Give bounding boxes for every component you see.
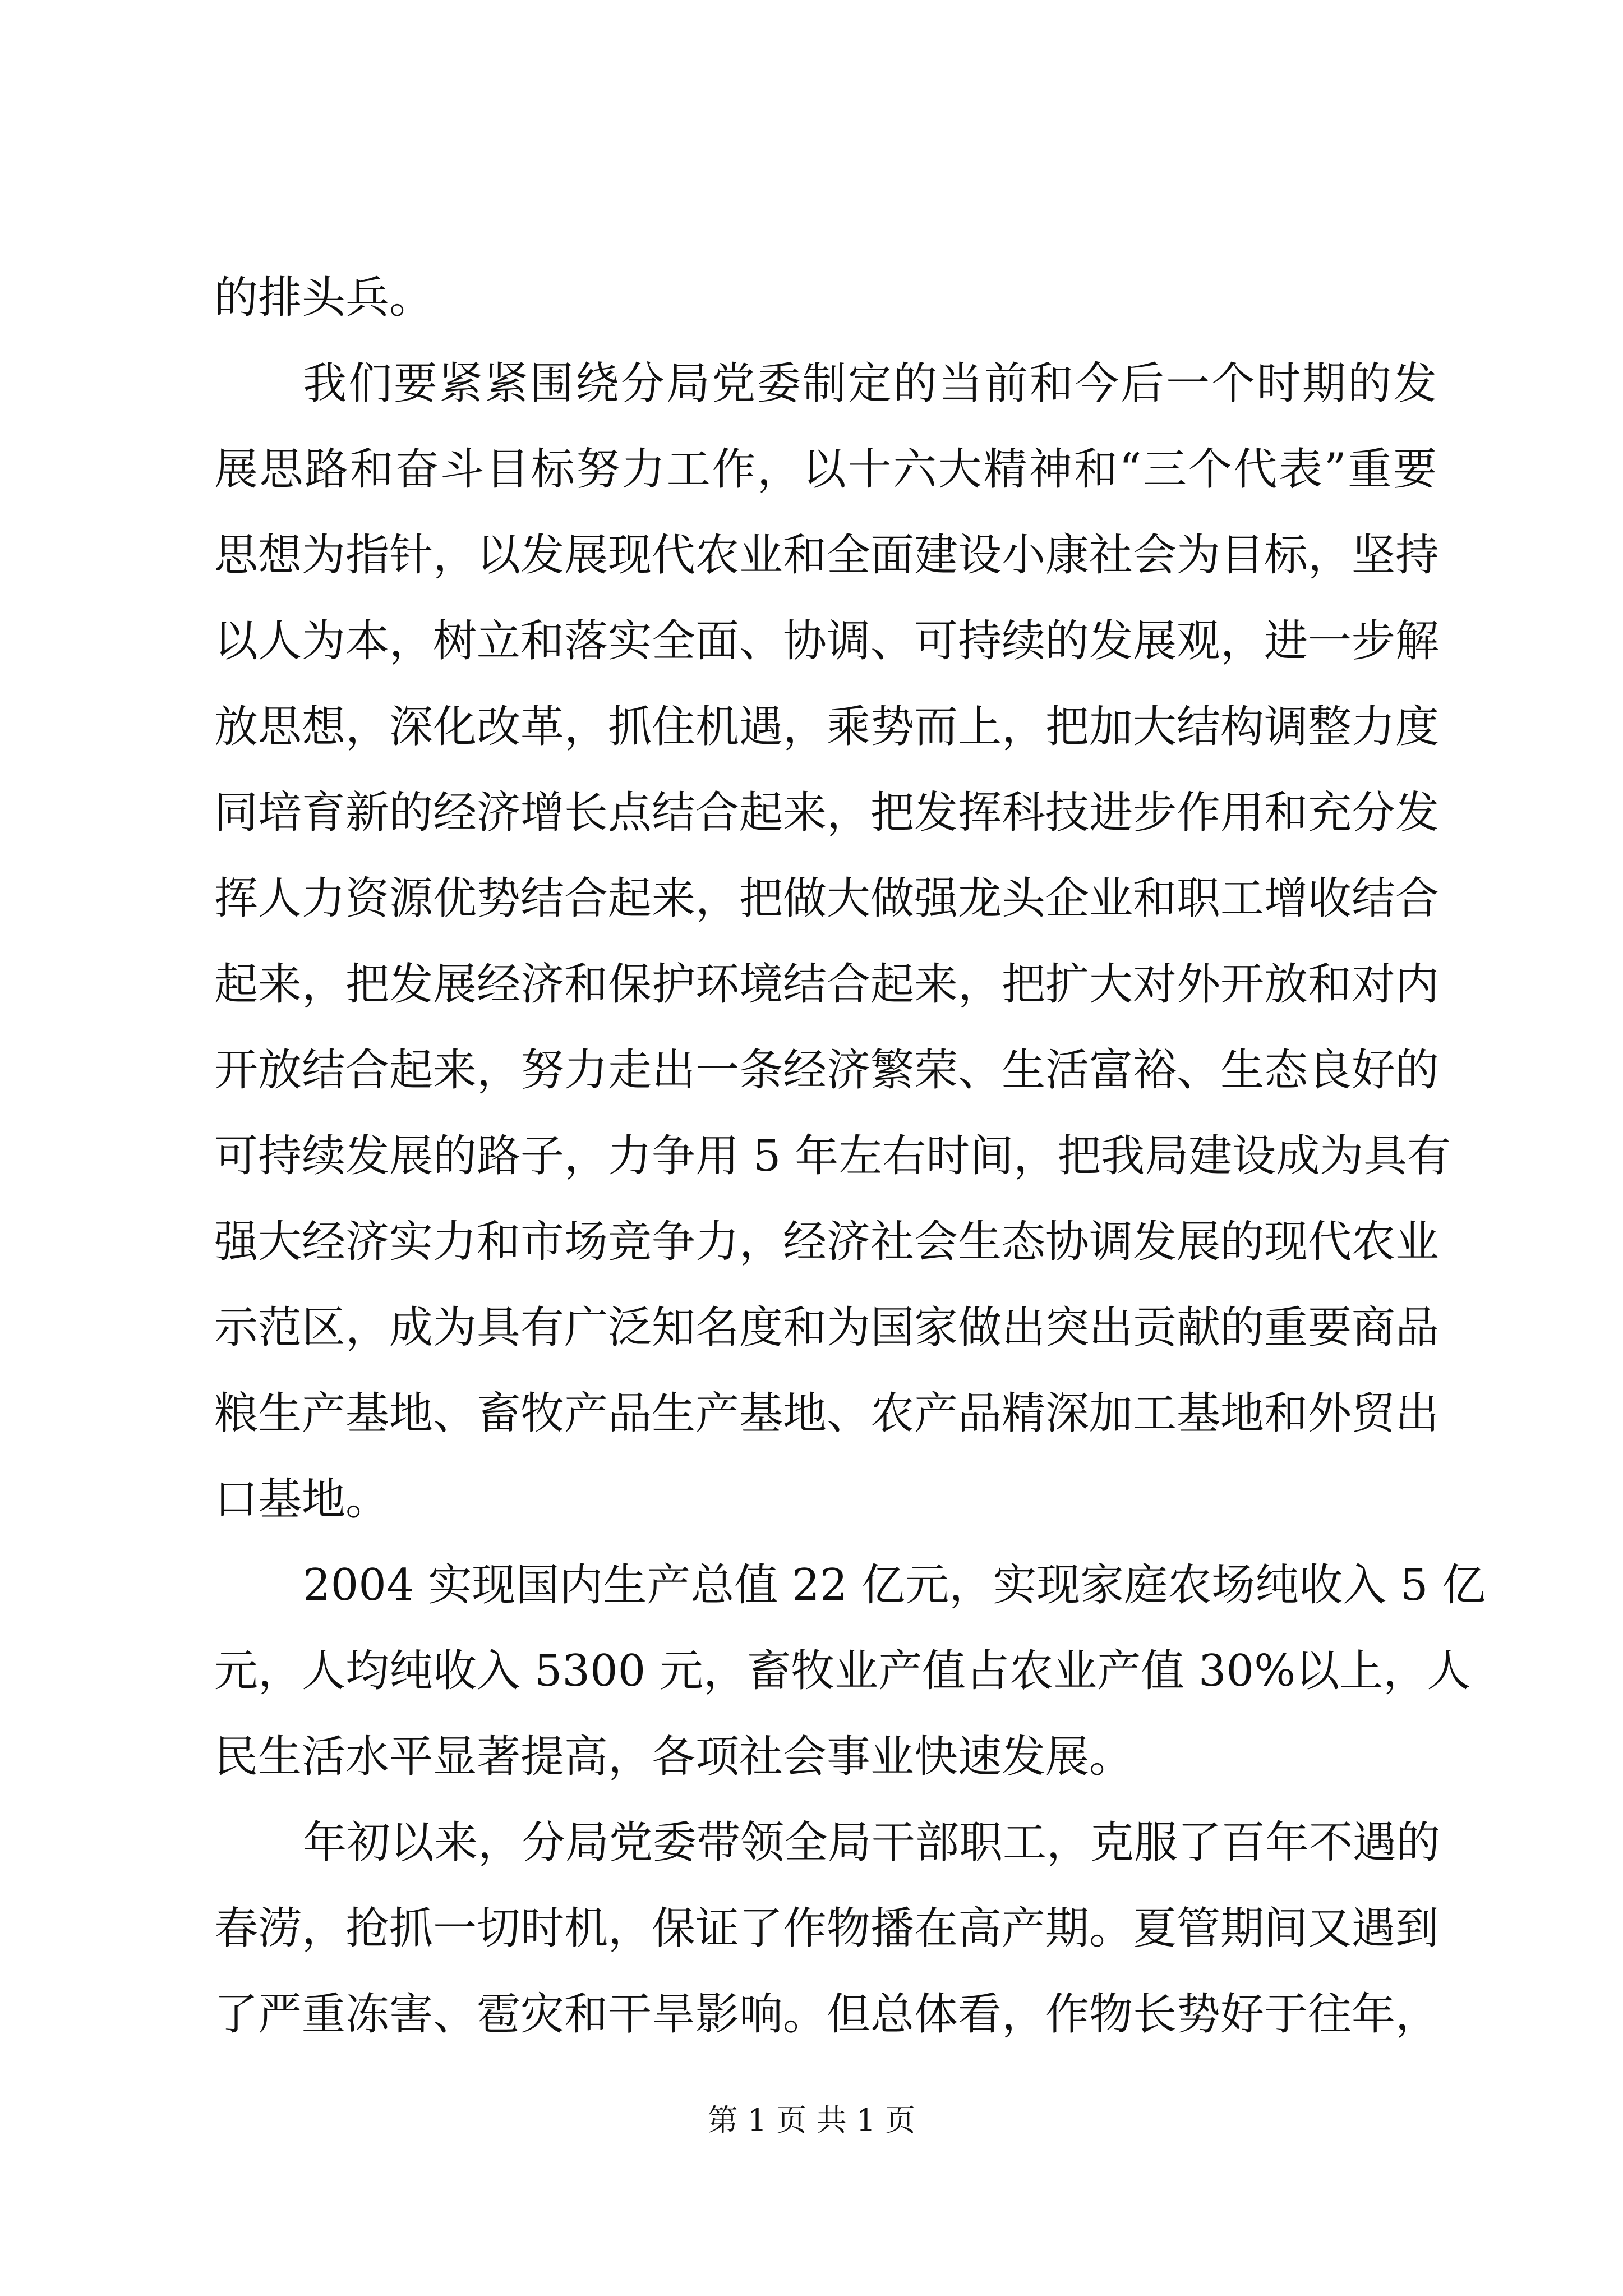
page-footer xyxy=(0,2101,1623,2140)
text-line: 以人为本，树立和落实全面、协调、可持续的发展观，进一步解 xyxy=(214,616,1440,666)
text-line: 放思想，深化改革，抓住机遇，乘势而上，把加大结构调整力度 xyxy=(214,702,1440,752)
text-line: 2004 实现国内生产总值 22 亿元，实现家庭农场纯收入 5 亿 xyxy=(303,1560,1486,1611)
text-line: 起来，把发展经济和保护环境结合起来，把扩大对外开放和对内 xyxy=(214,959,1440,1010)
text-line: 挥人力资源优势结合起来，把做大做强龙头企业和职工增收结合 xyxy=(214,873,1440,924)
text-line: 展思路和奋斗目标努力工作，以十六大精神和“三个代表”重要 xyxy=(214,444,1437,495)
text-line: 元，人均纯收入 5300 元，畜牧业产值占农业产值 30%以上，人 xyxy=(214,1646,1471,1696)
text-line: 春涝，抢抓一切时机，保证了作物播在高产期。夏管期间又遇到 xyxy=(214,1903,1440,1954)
text-line: 口基地。 xyxy=(214,1474,390,1525)
text-line: 开放结合起来，努力走出一条经济繁荣、生活富裕、生态良好的 xyxy=(214,1045,1440,1096)
text-line: 强大经济实力和市场竞争力，经济社会生态协调发展的现代农业 xyxy=(214,1217,1440,1267)
text-line: 同培育新的经济增长点结合起来，把发挥科技进步作用和充分发 xyxy=(214,788,1440,838)
text-line: 思想为指针，以发展现代农业和全面建设小康社会为目标，坚持 xyxy=(214,530,1440,581)
text-line: 民生活水平显著提高，各项社会事业快速发展。 xyxy=(214,1732,1133,1782)
document-body xyxy=(214,255,1486,2058)
text-line: 了严重冻害、雹灾和干旱影响。但总体看，作物长势好于往年， xyxy=(214,1989,1440,2040)
text-line: 粮生产基地、畜牧产品生产基地、农产品精深加工基地和外贸出 xyxy=(214,1388,1440,1439)
text-line: 年初以来，分局党委带领全局干部职工，克服了百年不遇的 xyxy=(303,1818,1441,1868)
text-line: 示范区，成为具有广泛知名度和为国家做出突出贡献的重要商品 xyxy=(214,1303,1440,1353)
page-number-label: 第 1 页 共 1 页 xyxy=(707,2102,916,2138)
text-line: 可持续发展的路子，力争用 5 年左右时间，把我局建设成为具有 xyxy=(214,1131,1451,1181)
text-line: 我们要紧紧围绕分局党委制定的当前和今后一个时期的发 xyxy=(303,358,1437,409)
text-line: 的排头兵。 xyxy=(214,273,434,323)
